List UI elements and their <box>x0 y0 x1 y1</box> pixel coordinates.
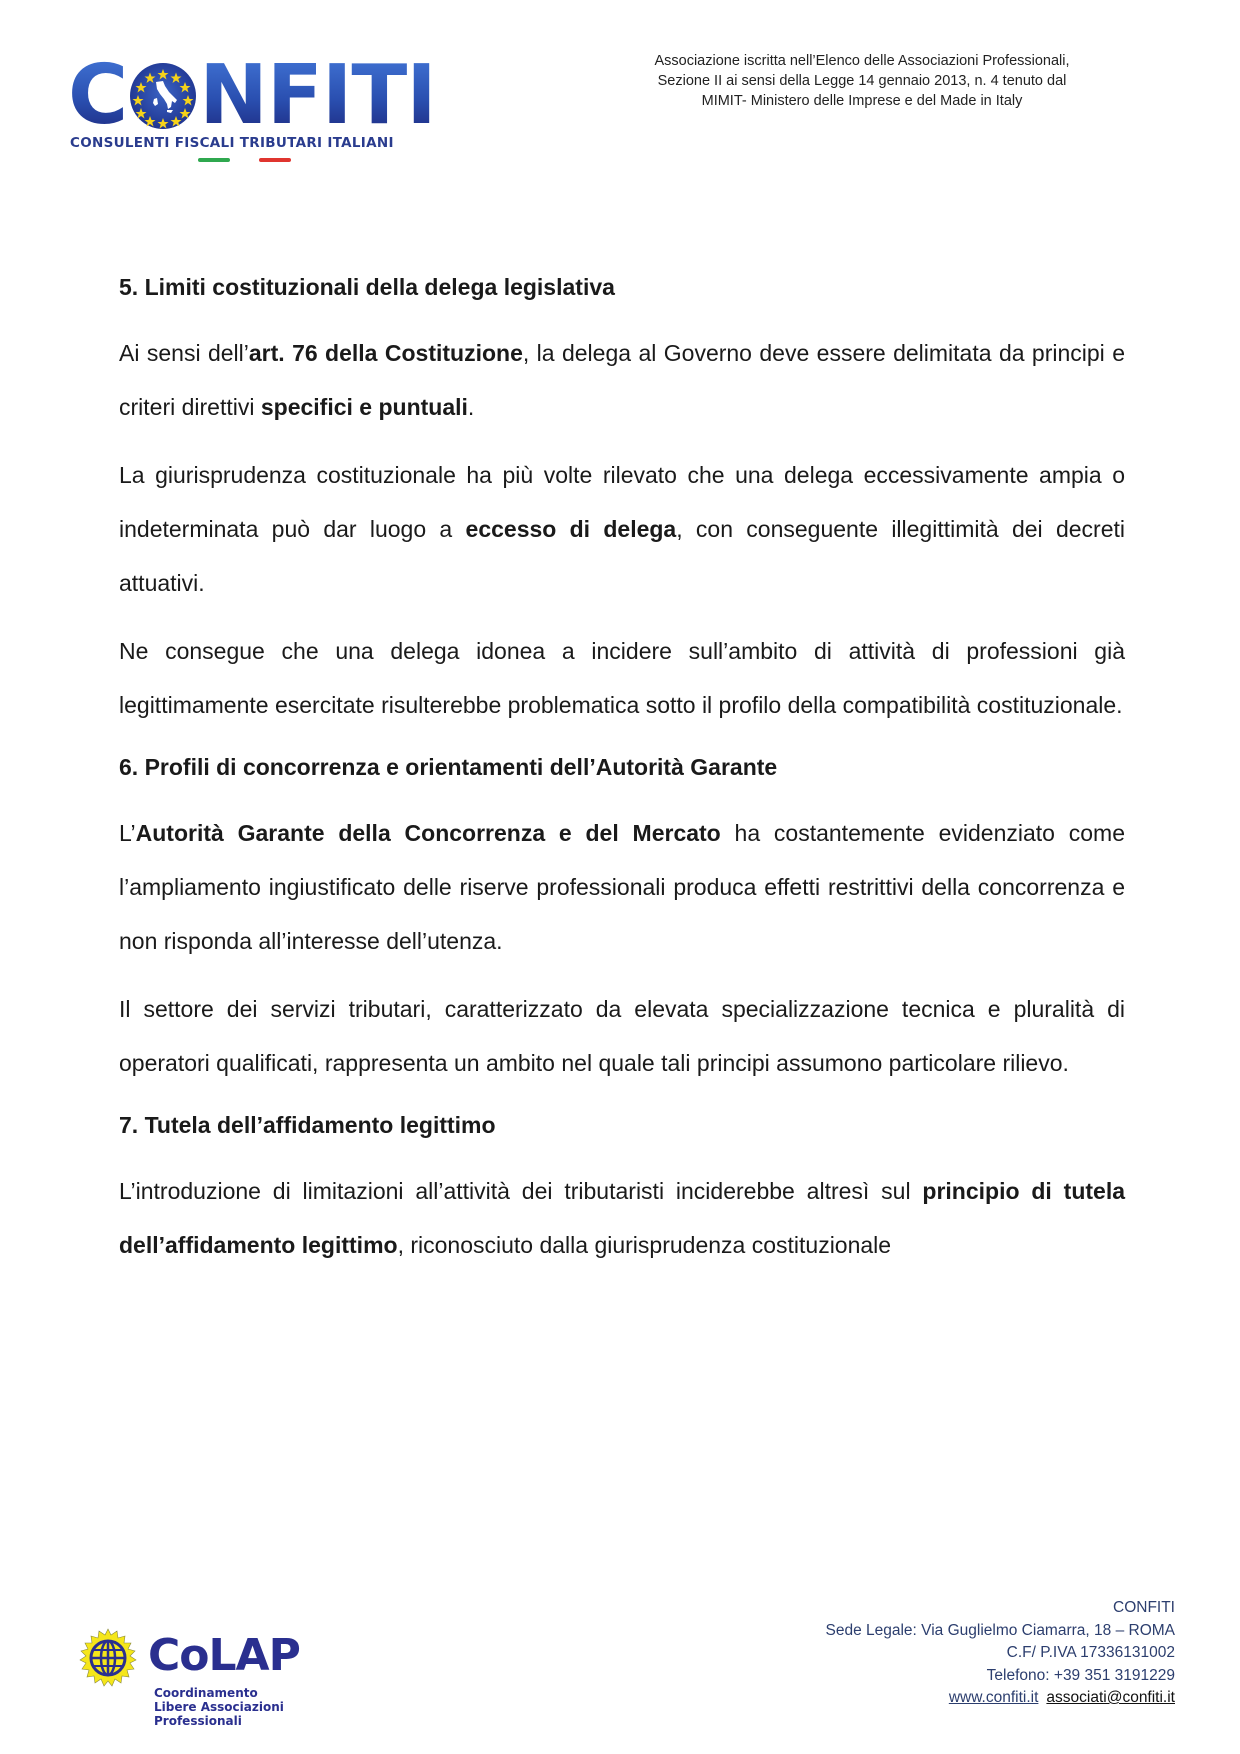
bold-run: art. 76 della Costituzione <box>248 340 523 366</box>
footer-org-name: CONFITI <box>1113 1599 1175 1616</box>
email-link[interactable]: associati@confiti.it <box>1046 1689 1175 1706</box>
colap-wordmark: CoLAP <box>148 1630 300 1681</box>
text-run: La giurisprudenza costituzionale ha più volte rilevato che una delega eccessivamente ampia o indeterminata può dar luogo a <box>119 462 1125 542</box>
note-line: Sezione II ai sensi della Legge 14 gennaio 2013, n. 4 tenuto dal <box>657 73 1067 89</box>
note-line: Associazione iscritta nell’Elenco delle Associazioni Professionali, <box>654 53 1070 69</box>
colap-subtitle <box>154 1686 284 1728</box>
footer-vat: C.F/ P.IVA 17336131002 <box>1006 1644 1175 1661</box>
colap-sun-globe-icon <box>78 1628 138 1688</box>
bold-run: principio di tutela dell’affidamento legittimo <box>119 1178 1125 1258</box>
colap-sub-line: Libere Associazioni <box>154 1700 284 1714</box>
text-run: L’ <box>119 820 136 846</box>
text-run: , la delega al Governo deve essere delimitata da principi e criteri direttivi <box>119 340 1125 420</box>
bold-run: specifici e puntuali <box>260 394 468 420</box>
colap-logo <box>78 1628 338 1738</box>
footer-address: Sede Legale: Via Guglielmo Ciamarra, 18 – ROMA <box>825 1621 1175 1639</box>
text-run: ha costantemente evidenziato come l’ampliamento ingiustificato delle riserve professionali produca effetti restrittivi della concorrenza e non risponda all’interesse dell’utenza. <box>119 820 1125 954</box>
section-7-paragraph-1 <box>119 1164 1125 1272</box>
logo-letters-nfiti: NFITI <box>199 48 436 143</box>
bold-run: eccesso di delega <box>465 516 677 542</box>
note-line: MIMIT- Ministero delle Imprese e del Made in Italy <box>701 93 1023 109</box>
association-registration-note <box>602 51 1122 111</box>
section-7-heading: 7. Tutela dell’affidamento legittimo <box>119 1112 496 1138</box>
italian-flag-green-bar <box>198 158 230 162</box>
logo-letter-c: C <box>68 48 128 143</box>
text-run: L’introduzione di limitazioni all’attività dei tributaristi inciderebbe altresì sul <box>119 1178 923 1204</box>
confiti-logo <box>68 48 436 165</box>
section-5-paragraph-1 <box>119 326 1125 434</box>
section-5-paragraph-2 <box>119 448 1125 610</box>
section-5-heading: 5. Limiti costituzionali della delega legislativa <box>119 274 615 300</box>
text-run: , riconosciuto dalla giurisprudenza costituzionale <box>397 1232 892 1258</box>
document-body <box>119 272 1125 1272</box>
section-6-paragraph-1 <box>119 806 1125 968</box>
confiti-tagline: CONSULENTI FISCALI TRIBUTARI ITALIANI <box>70 135 394 151</box>
section-6-paragraph-2: Il settore dei servizi tributari, caratterizzato da elevata specializzazione tecnica e pluralità di operatori qualificati, rappresenta un ambito nel quale tali principi assumono particolare rilievo. <box>119 996 1125 1076</box>
eu-stars-italy-globe-icon <box>129 62 197 130</box>
text-run: Ai sensi dell’ <box>119 340 249 366</box>
text-run: , con conseguente illegittimità dei decreti attuativi. <box>119 516 1125 596</box>
footer-phone: Telefono: +39 351 3191229 <box>986 1666 1175 1684</box>
footer-contact-info <box>826 1597 1176 1710</box>
section-5-paragraph-3: Ne consegue che una delega idonea a incidere sull’ambito di attività di professioni già legittimamente esercitate risulterebbe problematica sotto il profilo della compatibilità costituzionale. <box>119 638 1125 718</box>
text-run: . <box>467 394 475 420</box>
section-6-heading: 6. Profili di concorrenza e orientamenti dell’Autorità Garante <box>119 754 778 780</box>
italian-flag-red-bar <box>259 158 291 162</box>
footer-links <box>826 1687 1176 1710</box>
bold-run: Autorità Garante della Concorrenza e del Mercato <box>135 820 721 846</box>
colap-sub-line: Professionali <box>154 1714 242 1728</box>
colap-sub-line: Coordinamento <box>154 1686 258 1700</box>
website-link[interactable]: www.confiti.it <box>948 1689 1039 1706</box>
